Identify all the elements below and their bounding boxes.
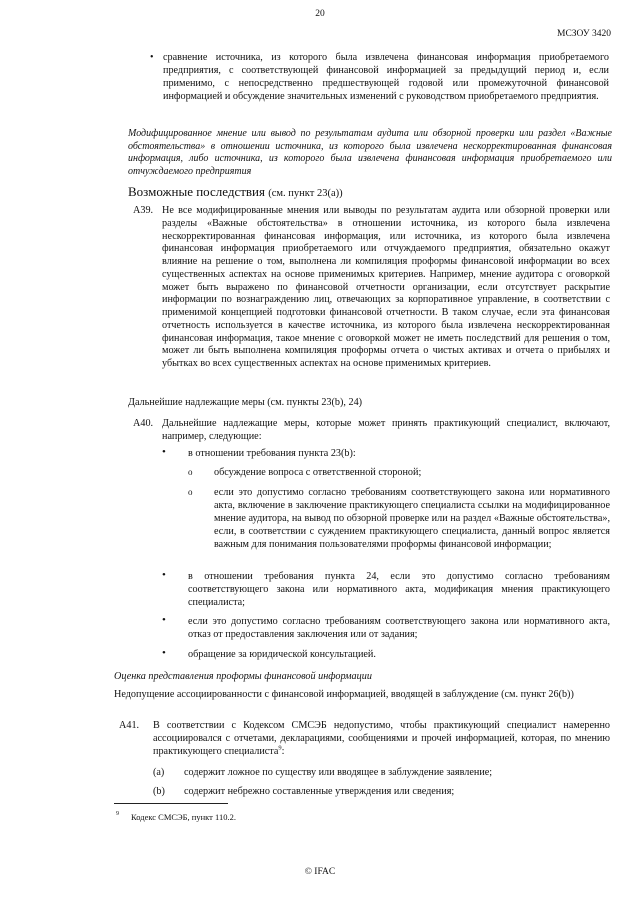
circle-bullet-icon: o <box>188 487 193 497</box>
bullet-icon: • <box>150 52 154 63</box>
list-item-b: содержит небрежно составленные утверждения или сведения; <box>184 786 455 797</box>
top-bullet-text: сравнение источника, из которого была извлечена финансовая информация приобретаемого предприятия, с соответствующей финансовой информацией за предыдущий период и, если применимо, с непосредственно предшествующей годовой или промежуточной финансовой информацией и обсуждение значительных изменений с руководством приобретаемого предприятия. <box>163 52 609 102</box>
paragraph-number-a40: A40. <box>133 418 154 429</box>
evaluation-heading: Оценка представления проформы финансовой информации <box>114 671 372 682</box>
bullet-icon: • <box>162 614 166 626</box>
document-id: МСЗОУ 3420 <box>557 29 611 39</box>
paragraph-a41 <box>153 720 610 758</box>
a40-bullet-3: если это допустимо согласно требованиям соответствующего закона или нормативного акта, отказ от предоставления заключения или от задания; <box>188 616 610 640</box>
a40-subbullet-2: если это допустимо согласно требованиям соответствующего закона или нормативного акта, включение в заключение практикующего специалиста ссылки на модифицированное мнение аудитора, на вывод по обзорной проверке или на раздел «Важные обстоятельства», если, в соответствии с суждением практикующего специалиста, данный вопрос является важным для понимания пользователями проформы финансовой информации; <box>214 487 610 550</box>
a40-bullet-1: в отношении требования пункта 23(b): <box>188 448 356 459</box>
list-marker-b: (b) <box>153 786 165 797</box>
italic-subheading: Модифицированное мнение или вывод по результатам аудита или обзорной проверки или раздел «Важные обстоятельства» в отношении источника, из которого была извлечена нескорректированная финансовая информация, либо источника, из которого была извлечена финансовая информация приобретаемого или отчуждаемого предприятия <box>128 128 612 177</box>
paragraph-a41-end: : <box>281 745 285 757</box>
page-footer: © IFAC <box>304 867 336 877</box>
paragraph-a39: Не все модифицированные мнения или выводы по результатам аудита или обзорной проверки или разделы «Важные обстоятельства» в отношении источника, из которого была извлечена нескорректированная финансовая информация, или источника, из которого была извлечена финансовая информация приобретаемого или отчуждаемого предприятия, обязательно окажут влияние на решение о том, выполнена ли компиляция проформы финансовой информации во всех существенных аспектах на основе применимых критериев. Например, мнение аудитора с оговоркой может быть выражено по финансовой отчетности организации, если отсутствует раскрытие информации по вознаграждению лиц, отвечающих за корпоративное управление, в соответствии с применимой концепцией подготовки финансовой отчетности. В таком случае, если эта финансовая отчетность используется в качестве источника, из которого была извлечена нескорректированная финансовая информация, такое мнение с оговоркой может не иметь последствий для решения о том, может ли быть выполнена компиляция проформы отчета о чистых активах и отчета о прибылях и убытках во всех существенных аспектах на основе применимых критериев. <box>162 205 610 369</box>
footnote-ref: 9 <box>278 744 282 752</box>
section-heading-text: Возможные последствия <box>128 184 265 199</box>
further-actions-heading: Дальнейшие надлежащие меры (см. пункты 23(b), 24) <box>128 397 363 408</box>
a40-bullet-2: в отношении требования пункта 24, если это допустимо согласно требованиям соответствующего закона или нормативного акта, модификация мнения практикующего специалиста; <box>188 571 610 608</box>
top-bullet <box>150 51 609 103</box>
page-number: 20 <box>315 9 325 19</box>
paragraph-a41-text: В соответствии с Кодексом СМСЭБ недопустимо, чтобы практикующий специалист намеренно ассоциировался с отчетами, декларациями, сообщениями и прочей информацией, которая, по мнению практикующего специалиста <box>153 720 610 757</box>
list-item-a: содержит ложное по существу или вводящее в заблуждение заявление; <box>184 767 493 778</box>
section-heading-ref: (см. пункт 23(а)) <box>268 188 343 199</box>
bullet-icon: • <box>162 569 166 581</box>
footnote-number: 9 <box>116 811 119 817</box>
a40-bullet-4: обращение за юридической консультацией. <box>188 649 376 660</box>
circle-bullet-icon: o <box>188 467 193 477</box>
bullet-icon: • <box>162 647 166 659</box>
paragraph-number-a41: A41. <box>119 720 140 731</box>
footnote-divider <box>114 803 228 804</box>
section-heading <box>128 184 343 200</box>
a40-subbullet-1: обсуждение вопроса с ответственной стороной; <box>214 467 422 478</box>
list-marker-a: (a) <box>153 767 165 778</box>
non-association-heading: Недопущение ассоциированности с финансовой информацией, вводящей в заблуждение (см. пункт 26(b)) <box>114 689 574 700</box>
footnote-text: Кодекс СМСЭБ, пункт 110.2. <box>131 812 236 822</box>
paragraph-a40: Дальнейшие надлежащие меры, которые может принять практикующий специалист, включают, например, следующие: <box>162 418 610 442</box>
paragraph-number-a39: A39. <box>133 205 154 216</box>
bullet-icon: • <box>162 446 166 458</box>
